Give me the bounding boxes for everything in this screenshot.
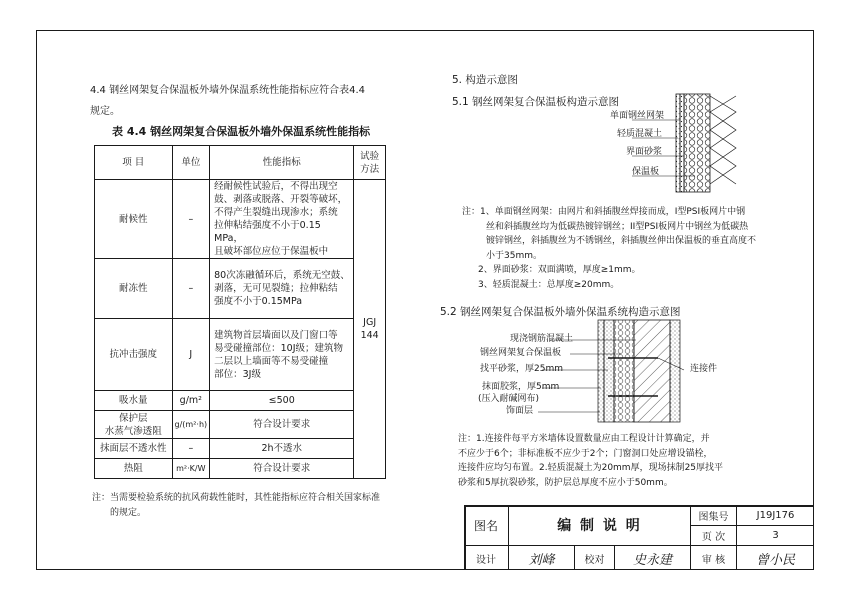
s2-notes [458, 432, 794, 490]
header-method [354, 146, 386, 180]
row-index: ≤500 [210, 391, 354, 411]
row-item-line-1: 保护层 [118, 412, 148, 424]
table-row [95, 439, 386, 459]
table-row [95, 411, 386, 439]
composite-board-layer [614, 320, 634, 422]
table-header-row [95, 146, 386, 180]
note-line: 镀锌钢丝，斜插腹丝为不锈钢丝，斜插腹丝伸出保温板的垂直高度不 [486, 236, 757, 246]
row-item: 热阻 [95, 459, 173, 479]
index-line: 且破坏部位应位于保温板中 [214, 246, 329, 257]
performance-table [94, 145, 386, 479]
row-index: 符合设计要求 [210, 459, 354, 479]
index-line: 鼓、剥落或脱落、开裂等破坏， [214, 194, 348, 205]
row-item: 抹面层不透水性 [95, 439, 173, 459]
table-row [95, 180, 386, 259]
index-line: 建筑物首层墙面以及门窗口等 [214, 329, 338, 341]
note-line: 不应少于6个；非标准板不应少于2个；门窗洞口处应增设锚栓， [458, 448, 713, 459]
s1-notes [462, 205, 792, 292]
s2-label-concrete: 现浇钢筋混凝土 [510, 334, 574, 344]
index-line: 强度不小于0.15MPa [214, 296, 303, 307]
row-unit: g/(m²·h) [172, 411, 210, 439]
row-index [210, 259, 354, 319]
table-note-line-1: 注：当需要检验系统的抗风荷载性能时，其性能指标应符合相关国家标准 [92, 493, 381, 503]
review-label: 审 核 [701, 554, 726, 566]
check-label: 校对 [584, 554, 605, 566]
s2-label-connector: 连接件 [690, 364, 718, 374]
row-index: 符合设计要求 [210, 411, 354, 439]
check-signature: 史永建 [632, 552, 672, 568]
page-label: 页 次 [701, 532, 726, 543]
insulation-board-layer [684, 94, 710, 192]
table-row [95, 259, 386, 319]
panel-section-diagram [560, 90, 770, 200]
row-unit: g/m² [172, 391, 210, 411]
s1-label-board: 保温板 [632, 167, 660, 177]
index-line: 剥落，无可见裂缝；拉伸粘结 [214, 283, 338, 294]
note-line: 砂浆和5厚抗裂砂浆，防护层总厚度不应小于50mm。 [458, 477, 673, 488]
row-unit: J [172, 319, 210, 391]
note-line: 注：1.连接件每平方米墙体设置数量应由工程设计计算确定，并 [458, 434, 710, 444]
row-unit: – [172, 180, 210, 259]
atlas-label: 图集号 [698, 511, 729, 523]
note-line: 连接件应均匀布置。2.轻质混凝土为20mm厚，现场抹制25厚找平 [458, 463, 724, 473]
s2-label-finish: 饰面层 [506, 406, 534, 416]
drawing-name-label: 图名 [473, 518, 498, 533]
atlas-number: J19J176 [756, 509, 795, 521]
s2-label-board: 钢丝网架复合保温板 [480, 348, 562, 358]
header-unit: 单位 [172, 146, 210, 180]
design-signature: 刘峰 [528, 552, 555, 568]
s2-label-mesh: (压入耐碱网布) [478, 394, 540, 404]
row-item: 耐冻性 [95, 259, 173, 319]
intro-paragraph [90, 80, 410, 122]
intro-line-2: 规定。 [90, 106, 120, 117]
row-index [210, 319, 354, 391]
index-line: 80次冻融循环后，系统无空鼓、 [214, 270, 350, 281]
index-line: 不得产生裂缝出现渗水；系统 [214, 207, 338, 218]
section-5-1-title: 5.1 钢丝网架复合保温板构造示意图 [452, 96, 620, 108]
row-item-line-2: 水蒸气渗透阻 [104, 425, 162, 437]
row-item: 耐候性 [95, 180, 173, 259]
s2-label-plaster: 抹面胶浆，厚5mm [482, 382, 560, 392]
note-line: 小于35mm。 [486, 250, 542, 261]
note-line: 丝和斜插腹丝均为低碳热镀锌钢丝；II型PSI板网片中钢丝为低碳热 [486, 221, 749, 232]
row-unit: m²·K/W [172, 459, 210, 479]
table-note-line-2: 的规定。 [110, 508, 147, 518]
row-item: 抗冲击强度 [95, 319, 173, 391]
drawing-name: 编 制 说 明 [557, 518, 642, 534]
index-line: 二层以上墙面等不易受碰撞 [214, 355, 329, 367]
row-method [354, 180, 386, 479]
table-row [95, 459, 386, 479]
leveling-mortar-layer [604, 320, 614, 422]
table-row [95, 319, 386, 391]
index-line: 拉伸粘结强度不小于0.15 MPa， [214, 220, 321, 244]
s2-label-leveling: 找平砂浆，厚25mm [480, 364, 563, 374]
index-line: 部位：3J级 [214, 368, 261, 380]
page-number: 3 [772, 530, 779, 541]
method-line-2: 144 [360, 330, 379, 341]
row-item [95, 411, 173, 439]
table-title: 表 4.4 钢丝网架复合保温板外墙外保温系统性能指标 [112, 125, 371, 138]
note-line: 注：1、单面钢丝网架：由网片和斜插腹丝焊接而成，I型PSI板网片中钢 [462, 207, 746, 217]
table-row [95, 391, 386, 411]
row-index [210, 180, 354, 259]
index-line: 易受碰撞部位：10J级；建筑物 [214, 342, 344, 354]
section-5-title: 5. 构造示意图 [452, 74, 518, 86]
review-signature: 曾小民 [755, 552, 795, 568]
header-item: 项 目 [95, 146, 173, 180]
intro-line-1: 4.4 钢丝网架复合保温板外墙外保温系统性能指标应符合表4.4 [90, 85, 365, 96]
row-unit: – [172, 259, 210, 319]
note-line: 2、界面砂浆：双面满喷，厚度≥1mm。 [478, 265, 641, 275]
row-unit: – [172, 439, 210, 459]
title-block [464, 505, 814, 570]
note-line: 3、轻质混凝土：总厚度≥20mm。 [478, 279, 620, 290]
s1-label-concrete: 轻质混凝土 [617, 129, 663, 139]
header-method-line-2: 方法 [360, 163, 380, 175]
reinforced-concrete-layer [634, 320, 670, 422]
table-note [92, 491, 392, 521]
header-method-line-1: 试验 [360, 150, 380, 162]
s1-label-mortar: 界面砂浆 [626, 147, 663, 157]
s1-label-mesh: 单面钢丝网架 [610, 111, 665, 121]
header-index: 性能指标 [210, 146, 354, 180]
row-item: 吸水量 [95, 391, 173, 411]
design-label: 设计 [476, 554, 496, 566]
row-index: 2h不透水 [210, 439, 354, 459]
method-line-1: JGJ [363, 317, 377, 328]
section-5-2-title: 5.2 钢丝网架复合保温板外墙外保温系统构造示意图 [440, 306, 681, 318]
finish-layer [598, 320, 604, 422]
index-line: 经耐候性试验后，不得出现空 [214, 181, 338, 192]
